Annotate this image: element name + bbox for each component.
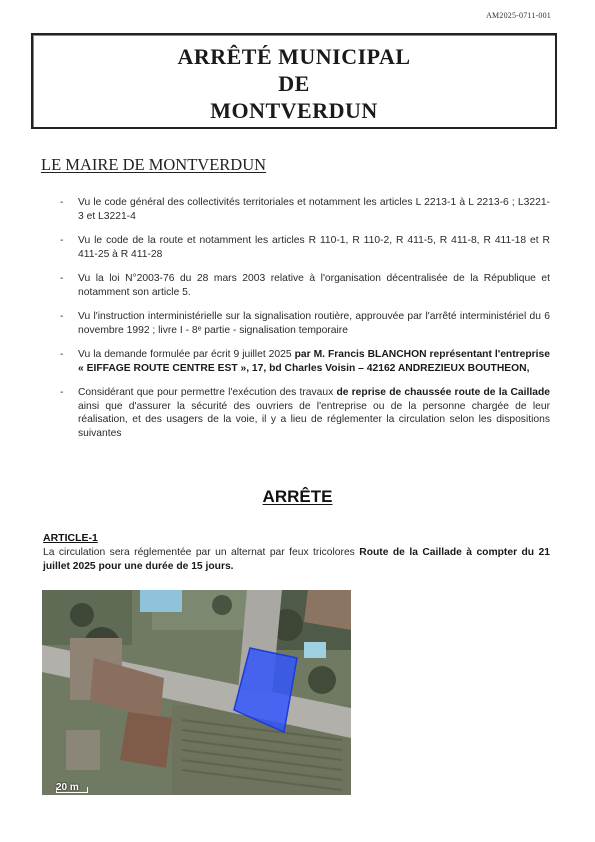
maire-heading: LE MAIRE DE MONTVERDUN bbox=[41, 155, 267, 174]
considerant-item bbox=[60, 234, 550, 261]
article-1-text-plain: La circulation sera réglementée par un alternat par feux tricolores bbox=[43, 547, 360, 558]
dash-bullet: - bbox=[60, 197, 64, 208]
article-1-text-bold: Route de la Caillade à compter du 21 juillet 2025 pour une durée de 15 jours. bbox=[43, 547, 550, 572]
dash-bullet: - bbox=[60, 311, 64, 322]
dash-bullet: - bbox=[60, 349, 64, 360]
document-reference: AM2025-0711-001 bbox=[486, 11, 551, 20]
considerant-text: Vu la demande formulée par écrit 9 juillet 2025 bbox=[78, 349, 295, 360]
title-line-1: ARRÊTÉ MUNICIPAL bbox=[177, 44, 411, 69]
considerant-item bbox=[60, 386, 550, 440]
considerant-text: Vu le code général des collectivités territoriales et notamment les articles L 2213-1 à L 2213-6 ; L3221-3 et L3221-4 bbox=[78, 197, 550, 222]
considerant-text: Vu le code de la route et notamment les articles R 110-1, R 110-2, R 411-5, R 411-8, R 411-18 et R 411-25 à R 411-28 bbox=[78, 235, 550, 260]
considerant-item bbox=[60, 196, 550, 223]
aerial-map-image bbox=[42, 590, 351, 795]
considerant-text: Vu l'instruction interministérielle sur la signalisation routière, approuvée par l'arrêté interministériel du 6 novembre 1992 ; livre I - 8ᵉ partie - signalisation temporaire bbox=[78, 311, 550, 336]
considerant-item bbox=[60, 272, 550, 299]
considerant-item bbox=[60, 348, 550, 375]
considerant-item bbox=[60, 310, 550, 337]
article-1-text bbox=[43, 546, 550, 573]
arrete-heading: ARRÊTE bbox=[262, 487, 333, 506]
scale-label: 20 m bbox=[56, 782, 79, 793]
considerant-text: Considérant que pour permettre l'exécution des travaux bbox=[78, 387, 337, 398]
considerant-text: Vu la loi N°2003-76 du 28 mars 2003 relative à l'organisation décentralisée de la République et notamment son article 5. bbox=[78, 273, 550, 298]
considerants-list bbox=[60, 196, 550, 451]
title-line-3: MONTVERDUN bbox=[210, 98, 378, 123]
dash-bullet: - bbox=[60, 387, 64, 398]
considerant-text-bold: de reprise de chaussée route de la Caillade bbox=[336, 387, 550, 398]
title-line-2: DE bbox=[278, 71, 310, 96]
aerial-map bbox=[42, 590, 351, 795]
considerant-text-bold: par M. Francis BLANCHON représentant l'entreprise « EIFFAGE ROUTE CENTRE EST », 17, bd Charles Voisin – 42162 ANDREZIEUX BOUTHEON, bbox=[78, 349, 550, 374]
title-box bbox=[31, 33, 557, 129]
article-1-title: ARTICLE-1 bbox=[43, 532, 98, 544]
considerant-text: ainsi que d'assurer la sécurité des ouvriers de l'entreprise ou de la personne chargée de leur réalisation, et des usagers de la voie, il y a lieu de réglementer la circulation selon les dispositions suivantes bbox=[78, 400, 550, 439]
dash-bullet: - bbox=[60, 235, 64, 246]
dash-bullet: - bbox=[60, 273, 64, 284]
